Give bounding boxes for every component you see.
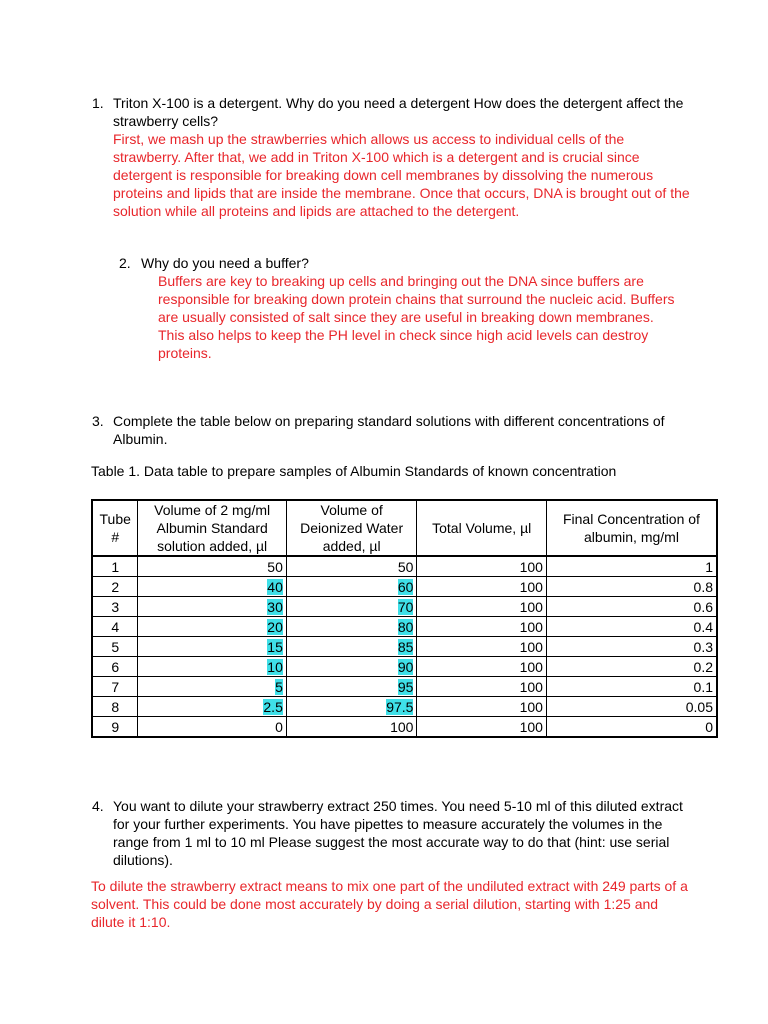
table-cell (546, 677, 717, 697)
table-cell (286, 556, 417, 577)
cell-value: 0.1 (693, 678, 713, 695)
cell-value: 20 (267, 618, 283, 635)
cell-value: 15 (267, 638, 283, 655)
table-cell (92, 577, 138, 597)
table-cell (286, 597, 417, 617)
cell-value: 0.4 (693, 618, 713, 635)
table-row (92, 637, 717, 657)
question-2 (119, 254, 679, 362)
question-number: 2. (119, 255, 131, 271)
cell-value: 100 (519, 558, 543, 575)
table-row (92, 556, 717, 577)
cell-value: 2 (111, 578, 120, 595)
cell-value: 100 (519, 678, 543, 695)
table-cell (546, 717, 717, 738)
table-row (92, 717, 717, 738)
table-cell (546, 697, 717, 717)
cell-value: 1 (705, 558, 713, 575)
question-number: 4. (92, 798, 104, 814)
table-cell (546, 577, 717, 597)
question-text: Triton X-100 is a detergent. Why do you need a detergent How does the detergent affect the strawberry cells? (113, 95, 684, 129)
question-text: You want to dilute your strawberry extract 250 times. You need 5-10 ml of this diluted extract for your further experiments. You have pipettes to measure accurately the volumes in the range from 1 ml to 10 ml Please suggest the most accurate way to do that (hint: use serial dilutions). (113, 798, 683, 868)
header-albumin-volume: Volume of 2 mg/ml Albumin Standard solution added, µl (138, 500, 286, 556)
table-cell (92, 677, 138, 697)
cell-value: 0 (705, 718, 713, 735)
table-cell (417, 697, 547, 717)
cell-value: 30 (267, 598, 283, 615)
cell-value: 0.6 (693, 598, 713, 615)
table-cell (417, 717, 547, 738)
table-cell (138, 577, 286, 597)
cell-value: 8 (111, 698, 120, 715)
table-cell (546, 597, 717, 617)
table-cell (92, 637, 138, 657)
cell-value: 90 (397, 658, 414, 675)
cell-value: 60 (397, 578, 414, 595)
table-row (92, 697, 717, 717)
question-text: Complete the table below on preparing standard solutions with different concentrations of Albumin. (113, 413, 665, 447)
cell-value: 0.2 (693, 658, 713, 675)
table-cell (286, 617, 417, 637)
table-cell (417, 677, 547, 697)
table-cell (138, 617, 286, 637)
table-row (92, 677, 717, 697)
table-cell (286, 697, 417, 717)
albumin-standards-table (91, 499, 718, 738)
table-cell (286, 577, 417, 597)
table-cell (92, 717, 138, 738)
question-number: 1. (92, 95, 104, 111)
table-cell (286, 677, 417, 697)
table-cell (92, 657, 138, 677)
header-final-concentration: Final Concentration of albumin, mg/ml (546, 500, 717, 556)
cell-value: 100 (519, 638, 543, 655)
table-cell (286, 717, 417, 738)
table-cell (138, 657, 286, 677)
table-row (92, 577, 717, 597)
header-tube: Tube # (92, 500, 138, 556)
table-cell (138, 677, 286, 697)
cell-value: 6 (111, 658, 120, 675)
cell-value: 0.3 (693, 638, 713, 655)
cell-value: 3 (111, 598, 120, 615)
table-cell (546, 657, 717, 677)
table-cell (138, 597, 286, 617)
table-row (92, 617, 717, 637)
table-cell (286, 637, 417, 657)
cell-value: 0.8 (693, 578, 713, 595)
cell-value: 100 (519, 578, 543, 595)
cell-value: 0 (275, 718, 283, 735)
cell-value: 70 (397, 598, 414, 615)
cell-value: 10 (267, 658, 283, 675)
cell-value: 50 (397, 558, 414, 575)
answer-text: First, we mash up the strawberries which allows us access to individual cells of the strawberry. After that, we add in Triton X-100 which is a detergent and is crucial since detergent is responsible for breaking down cell membranes by dissolving the numerous proteins and lipids that are inside the membrane. Once that occurs, DNA is brought out of the solution while all proteins and lipids are attached to the detergent. (113, 131, 690, 219)
table-cell (92, 617, 138, 637)
table-header-row (92, 500, 717, 556)
cell-value: 100 (519, 618, 543, 635)
table-cell (417, 597, 547, 617)
table-cell (417, 617, 547, 637)
table-cell (138, 556, 286, 577)
answer-text: Buffers are key to breaking up cells and bringing out the DNA since buffers are responsible for breaking down protein chains that surround the nucleic acid. Buffers are usually consisted of salt since they are useful in breaking down membranes. This also helps to keep the PH level in check since high acid levels can destroy proteins. (158, 273, 675, 361)
table-row (92, 597, 717, 617)
table-cell (417, 657, 547, 677)
table-caption: Table 1. Data table to prepare samples of Albumin Standards of known concentration (91, 463, 617, 479)
cell-value: 40 (267, 578, 283, 595)
question-1 (92, 94, 692, 220)
cell-value: 1 (111, 558, 120, 575)
table-cell (138, 717, 286, 738)
table-cell (138, 637, 286, 657)
answer-4-text: To dilute the strawberry extract means to mix one part of the undiluted extract with 249 parts of a solvent. This could be done most accurately by doing a serial dilution, starting with 1:25 and dilute it 1:10. (91, 878, 688, 930)
table-row (92, 657, 717, 677)
cell-value: 85 (397, 638, 414, 655)
question-number: 3. (92, 413, 104, 429)
question-text: Why do you need a buffer? (141, 255, 309, 271)
cell-value: 7 (111, 678, 120, 695)
table-cell (546, 556, 717, 577)
question-4 (92, 797, 692, 869)
table-cell (92, 697, 138, 717)
table-cell (138, 697, 286, 717)
cell-value: 100 (519, 658, 543, 675)
cell-value: 9 (111, 718, 120, 735)
cell-value: 2.5 (263, 698, 283, 715)
header-total-volume: Total Volume, µl (417, 500, 547, 556)
cell-value: 95 (397, 678, 414, 695)
table-cell (417, 577, 547, 597)
table-cell (417, 556, 547, 577)
table-cell (546, 637, 717, 657)
cell-value: 100 (519, 718, 543, 735)
cell-value: 5 (275, 678, 283, 695)
cell-value: 50 (267, 558, 283, 575)
table-cell (546, 617, 717, 637)
header-water-volume: Volume of Deionized Water added, µl (286, 500, 417, 556)
cell-value: 5 (111, 638, 120, 655)
cell-value: 100 (519, 698, 543, 715)
table-cell (92, 597, 138, 617)
question-3 (92, 412, 692, 448)
cell-value: 80 (397, 618, 414, 635)
cell-value: 0.05 (685, 698, 713, 715)
cell-value: 97.5 (386, 698, 414, 715)
cell-value: 100 (390, 718, 414, 735)
table-cell (286, 657, 417, 677)
cell-value: 4 (111, 618, 120, 635)
table-cell (92, 556, 138, 577)
table-cell (417, 637, 547, 657)
cell-value: 100 (519, 598, 543, 615)
